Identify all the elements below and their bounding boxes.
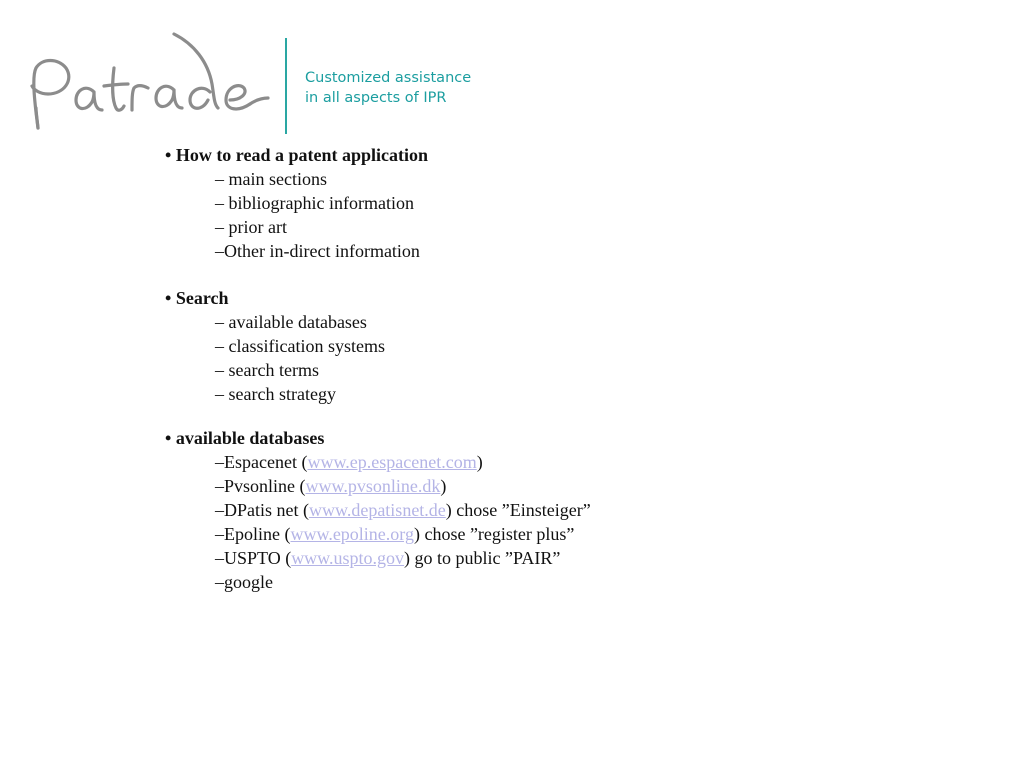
section-heading-databases: [165, 426, 324, 450]
espacenet-link[interactable]: www.ep.espacenet.com: [307, 452, 477, 472]
section-title: available databases: [175, 428, 325, 448]
item-suffix: ) chose ”register plus”: [413, 524, 575, 544]
epoline-link[interactable]: www.epoline.org: [290, 524, 414, 544]
item-prefix: –google: [215, 572, 273, 592]
item-suffix: ) go to public ”PAIR”: [404, 548, 561, 568]
item-prefix: –Pvsonline (: [215, 476, 306, 496]
list-item: – prior art: [215, 217, 287, 237]
item-suffix: ): [440, 476, 447, 496]
list-item: – bibliographic information: [215, 193, 414, 213]
database-item-google: [215, 570, 273, 594]
tagline-line-2: in all aspects of IPR: [305, 90, 447, 106]
uspto-link[interactable]: www.uspto.gov: [291, 548, 405, 568]
section-heading-read-patent: [165, 143, 428, 167]
logo: [24, 28, 274, 138]
item-prefix: –Epoline (: [215, 524, 291, 544]
database-item-dpatis: [215, 498, 591, 522]
list-item: –Other in-direct information: [215, 241, 420, 261]
tagline-line-1: Customized assistance: [305, 70, 472, 86]
bullet: •: [165, 288, 172, 308]
pvsonline-link[interactable]: www.pvsonline.dk: [305, 476, 441, 496]
item-suffix: ) chose ”Einsteiger”: [445, 500, 591, 520]
list-item: – available databases: [215, 312, 367, 332]
item-prefix: –USPTO (: [215, 548, 292, 568]
item-suffix: ): [476, 452, 483, 472]
database-item-espacenet: [215, 450, 483, 474]
item-prefix: –DPatis net (: [215, 500, 309, 520]
database-item-uspto: [215, 546, 560, 570]
list-item: – classification systems: [215, 336, 385, 356]
bullet: •: [165, 428, 172, 448]
section-title: How to read a patent application: [175, 145, 428, 165]
item-prefix: –Espacenet (: [215, 452, 308, 472]
list-item: – search terms: [215, 360, 319, 380]
section-heading-search: [165, 286, 228, 310]
header-divider: [285, 38, 287, 134]
depatisnet-link[interactable]: www.depatisnet.de: [309, 500, 446, 520]
database-item-epoline: [215, 522, 574, 546]
section-title: Search: [175, 288, 229, 308]
list-item: – search strategy: [215, 384, 336, 404]
database-item-pvsonline: [215, 474, 446, 498]
patrade-logo-graphic: [24, 28, 274, 138]
list-item: – main sections: [215, 169, 327, 189]
bullet: •: [165, 145, 172, 165]
tagline: [305, 68, 471, 108]
